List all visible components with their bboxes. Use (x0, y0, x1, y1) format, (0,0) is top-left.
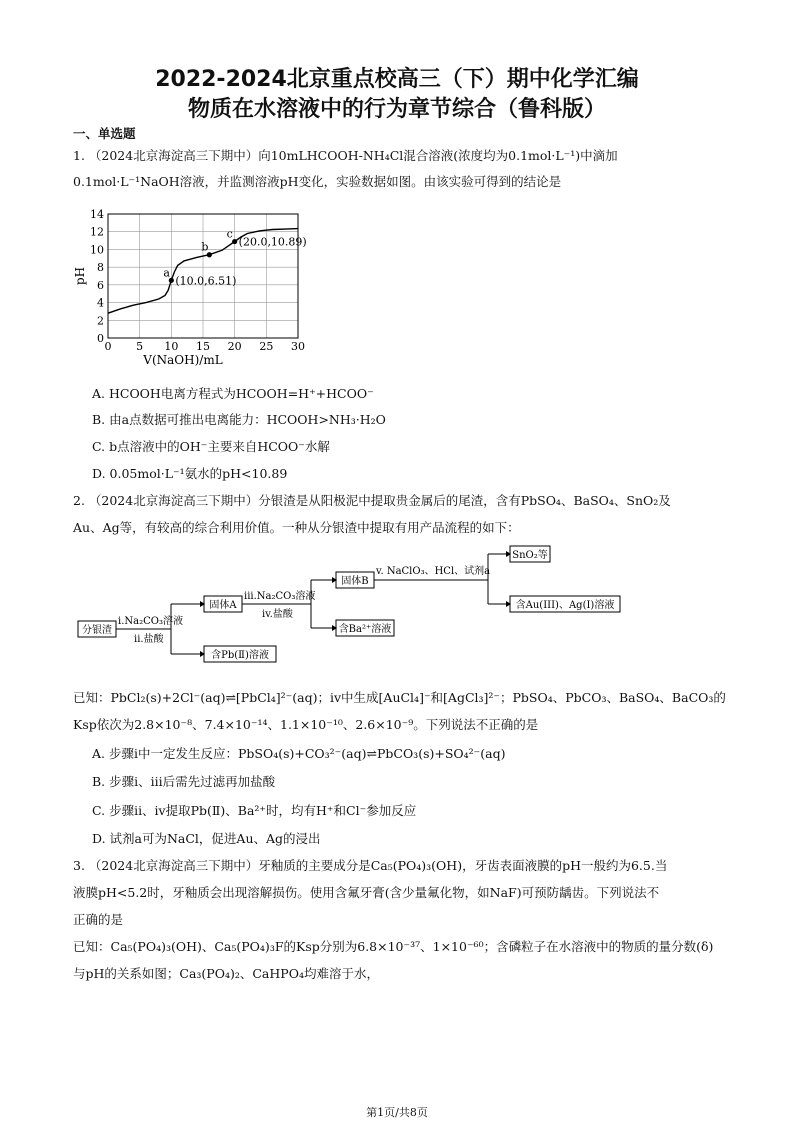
section-heading: 一、单选题 (73, 126, 136, 141)
box-pb-solution-label: 含Pb(Ⅱ)溶液 (211, 650, 269, 661)
y-tick-label: 6 (97, 278, 104, 292)
box-au-ag-label: 含Au(III)、Ag(I)溶液 (515, 600, 615, 611)
document-title-line2: 物质在水溶液中的行为章节综合（鲁科版） (187, 97, 606, 122)
x-tick-label: 10 (164, 340, 179, 353)
q3-line3: 正确的是 (73, 912, 124, 927)
x-tick-label: 25 (259, 340, 274, 353)
point-name-b: b (201, 240, 209, 254)
step2-bottom-label: iv.盐酸 (262, 609, 293, 620)
step2-top-label: iii.Na₂CO₃溶液 (244, 591, 316, 602)
box-start-label: 分银渣 (82, 625, 112, 636)
step1-top-label: i.Na₂CO₃溶液 (118, 616, 183, 627)
q1-option-c: C. b点溶液中的OH⁻主要来自HCOO⁻水解 (92, 439, 330, 454)
x-tick-label: 5 (136, 340, 144, 353)
process-flow-diagram (76, 540, 636, 665)
box-solid-a-label: 固体A (209, 600, 237, 611)
q2-line1: 2. （2024北京海淀高三下期中）分银渣是从阳极泥中提取贵金属后的尾渣，含有PbSO₄、BaSO₄、SnO₂及 (73, 493, 671, 508)
page-footer: 第1页/共8页 (366, 1106, 428, 1119)
q1-line2: 0.1mol·L⁻¹NaOH溶液，并监测溶液pH变化，实验数据如图。由该实验可得到的结论是 (73, 174, 562, 189)
q2-line2: Au、Ag等，有较高的综合利用价值。一种从分银渣中提取有用产品流程的如下： (73, 520, 520, 535)
y-tick-label: 12 (90, 225, 104, 239)
point-name-c: c (226, 227, 233, 241)
step1-bottom-label: ii.盐酸 (134, 634, 164, 645)
q2-option-b: B. 步骤ⅰ、ⅲ后需先过滤再加盐酸 (92, 774, 276, 789)
q1-option-d: D. 0.05mol·L⁻¹氨水的pH<10.89 (92, 466, 288, 481)
data-point-c (232, 239, 237, 244)
x-tick-label: 15 (196, 340, 210, 353)
y-tick-label: 2 (97, 314, 104, 328)
x-tick-label: 20 (227, 340, 242, 353)
q2-option-d: D. 试剂a可为NaCl，促进Au、Ag的浸出 (92, 831, 321, 846)
y-tick-label: 14 (90, 208, 104, 221)
q1-line1: 1. （2024北京海淀高三下期中）向10mLHCOOH-NH₄Cl混合溶液(浓度均为0.1mol·L⁻¹)中滴加 (73, 148, 618, 163)
y-tick-label: 0 (97, 332, 104, 345)
q2-option-a: A. 步骤ⅰ中一定发生反应：PbSO₄(s)+CO₃²⁻(aq)⇌PbCO₃(s)+SO₄²⁻(aq) (92, 746, 506, 761)
q2-option-c: C. 步骤ⅱ、ⅳ提取Pb(Ⅱ)、Ba²⁺时，均有H⁺和Cl⁻参加反应 (92, 803, 417, 818)
box-solid-b-label: 固体B (341, 576, 369, 587)
q3-line5: 与pH的关系如图；Ca₃(PO₄)₂、CaHPO₄均难溶于水， (73, 966, 379, 981)
q1-option-a: A. HCOOH电离方程式为HCOOH=H⁺+HCOO⁻ (92, 386, 374, 401)
x-axis-label: V(NaOH)/mL (143, 353, 223, 367)
box-ba-solution-label: 含Ba²⁺溶液 (338, 624, 392, 635)
y-tick-label: 8 (97, 261, 104, 275)
point-label-c: (20.0,10.89) (238, 235, 307, 249)
step3-label: v. NaClO₃、HCl、试剂a (376, 566, 491, 577)
document-title-line1: 2022-2024北京重点校高三（下）期中化学汇编 (155, 67, 639, 92)
y-axis-label: pH (73, 266, 87, 286)
y-tick-label: 10 (90, 243, 104, 257)
point-label-a: (10.0,6.51) (175, 274, 237, 288)
q2-known-line2: Ksp依次为2.8×10⁻⁸、7.4×10⁻¹⁴、1.1×10⁻¹⁰、2.6×10⁻⁹。下列说法不正确的是 (73, 717, 539, 732)
ph-titration-chart (72, 200, 322, 372)
x-tick-label: 30 (291, 340, 305, 353)
q3-line2: 液膜pH<5.2时，牙釉质会出现溶解损伤。使用含氟牙膏(含少量氟化物，如NaF)可预防龋齿。下列说法不 (73, 885, 660, 900)
q3-line4: 已知：Ca₅(PO₄)₃(OH)、Ca₅(PO₄)₃F的Ksp分别为6.8×10⁻³⁷、1×10⁻⁶⁰；含磷粒子在水溶液中的物质的量分数(δ) (73, 939, 714, 954)
q3-line1: 3. （2024北京海淀高三下期中）牙釉质的主要成分是Ca₅(PO₄)₃(OH)，牙齿表面液膜的pH一般约为6.5.当 (73, 858, 668, 873)
q2-known-line1: 已知：PbCl₂(s)+2Cl⁻(aq)⇌[PbCl₄]²⁻(aq)；ⅳ中生成[AuCl₄]⁻和[AgCl₃]²⁻；PbSO₄、PbCO₃、BaSO₄、BaCO₃的 (73, 690, 726, 705)
box-sno2-label: SnO₂等 (512, 550, 548, 561)
chart-points (163, 228, 306, 288)
point-name-a: a (163, 266, 170, 280)
q1-option-b: B. 由a点数据可推出电离能力：HCOOH>NH₃·H₂O (92, 412, 386, 427)
x-tick-label: 0 (104, 340, 112, 353)
y-tick-label: 4 (97, 296, 104, 310)
